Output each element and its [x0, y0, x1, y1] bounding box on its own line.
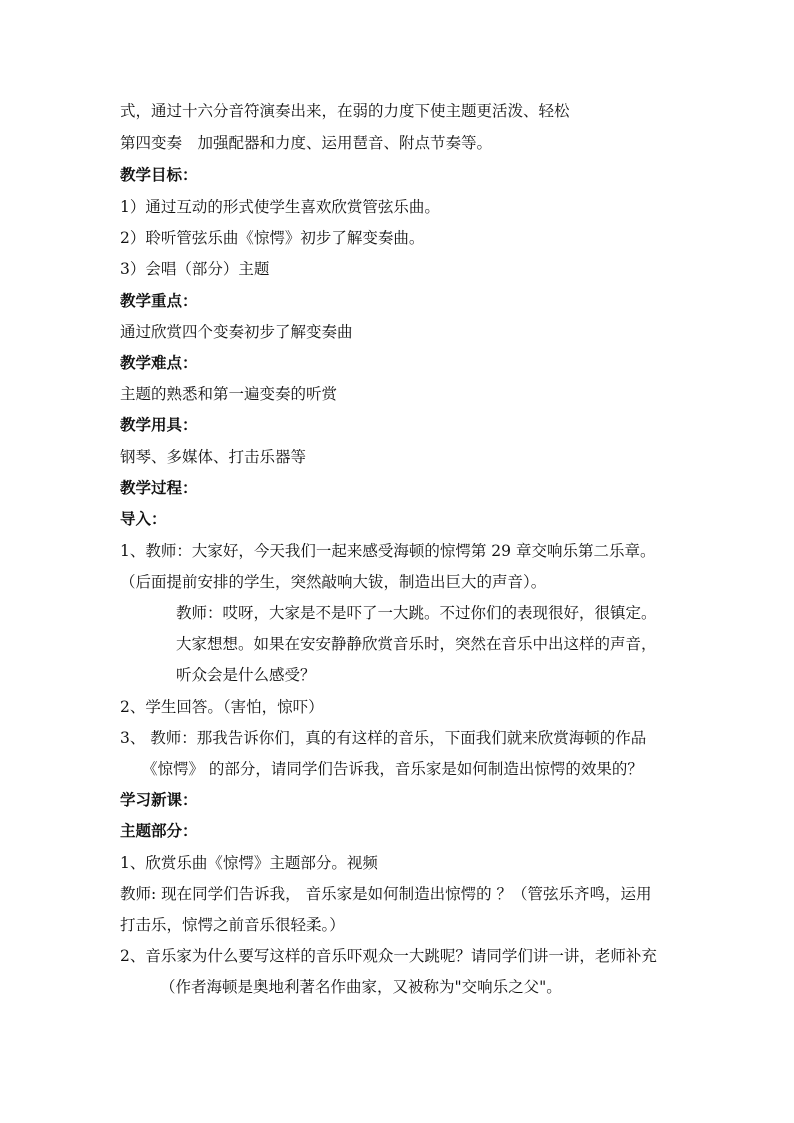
theme-line: 教师: 现在同学们告诉我， 音乐家是如何制造出惊愕的 ？（管弦乐齐鸣，运用 — [120, 885, 652, 903]
teaching-goals-heading: 教学目标： — [120, 165, 198, 184]
key-points-text: 通过欣赏四个变奏初步了解变奏曲 — [120, 323, 353, 341]
variation-four-line: 第四变奏 加强配器和力度、运用琶音、附点节奏等。 — [120, 134, 493, 152]
difficulties-text: 主题的熟悉和第一遍变奏的听赏 — [120, 385, 338, 403]
intro-line: 《惊愕》 的部分，请同学们告诉我，音乐家是如何制造出惊愕的效果的？ — [142, 760, 643, 778]
intro-line: 大家想想。如果在安安静静欣赏音乐时，突然在音乐中出这样的声音， — [176, 635, 657, 653]
intro-line: 听众会是什么感受？ — [176, 666, 316, 684]
intro-line: 2、学生回答。（害怕，惊吓） — [120, 698, 324, 716]
goal-item: 2）聆听管弦乐曲《惊愕》初步了解变奏曲。 — [120, 229, 425, 247]
tools-text: 钢琴、多媒体、打击乐器等 — [120, 448, 307, 466]
theme-line: 1、欣赏乐曲《惊愕》主题部分。视频 — [120, 854, 378, 872]
intro-line: （后面提前安排的学生，突然敲响大钹，制造出巨大的声音）。 — [120, 573, 547, 591]
variation-three-continued: 式，通过十六分音符演奏出来，在弱的力度下使主题更活泼、轻松 — [120, 102, 570, 120]
intro-line: 3、 教师：那我告诉你们，真的有这样的音乐，下面我们就来欣赏海顿的作品 — [120, 729, 647, 747]
theme-line: 2、音乐家为什么要写这样的音乐吓观众一大跳呢？请同学们讲一讲，老师补充 — [120, 947, 657, 965]
theme-line: （作者海顿是奥地利著名作曲家，又被称为"交响乐之父"。 — [160, 978, 562, 996]
goal-item: 3）会唱（部分）主题 — [120, 260, 270, 278]
tools-heading: 教学用具： — [120, 415, 198, 434]
teaching-process-heading: 教学过程： — [120, 478, 198, 497]
new-lesson-heading: 学习新课： — [120, 790, 198, 809]
goal-item: 1）通过互动的形式使学生喜欢欣赏管弦乐曲。 — [120, 198, 440, 216]
key-points-heading: 教学重点： — [120, 291, 198, 310]
intro-heading: 导入： — [120, 509, 167, 528]
difficulties-heading: 教学难点： — [120, 353, 198, 372]
intro-line: 1、教师：大家好，今天我们一起来感受海顿的惊愕第 29 章交响乐第二乐章。 — [120, 542, 656, 560]
theme-line: 打击乐，惊愕之前音乐很轻柔。） — [120, 916, 345, 934]
intro-line: 教师：哎呀，大家是不是吓了一大跳。不过你们的表现很好，很镇定。 — [176, 604, 657, 622]
theme-section-heading: 主题部分： — [120, 821, 198, 840]
